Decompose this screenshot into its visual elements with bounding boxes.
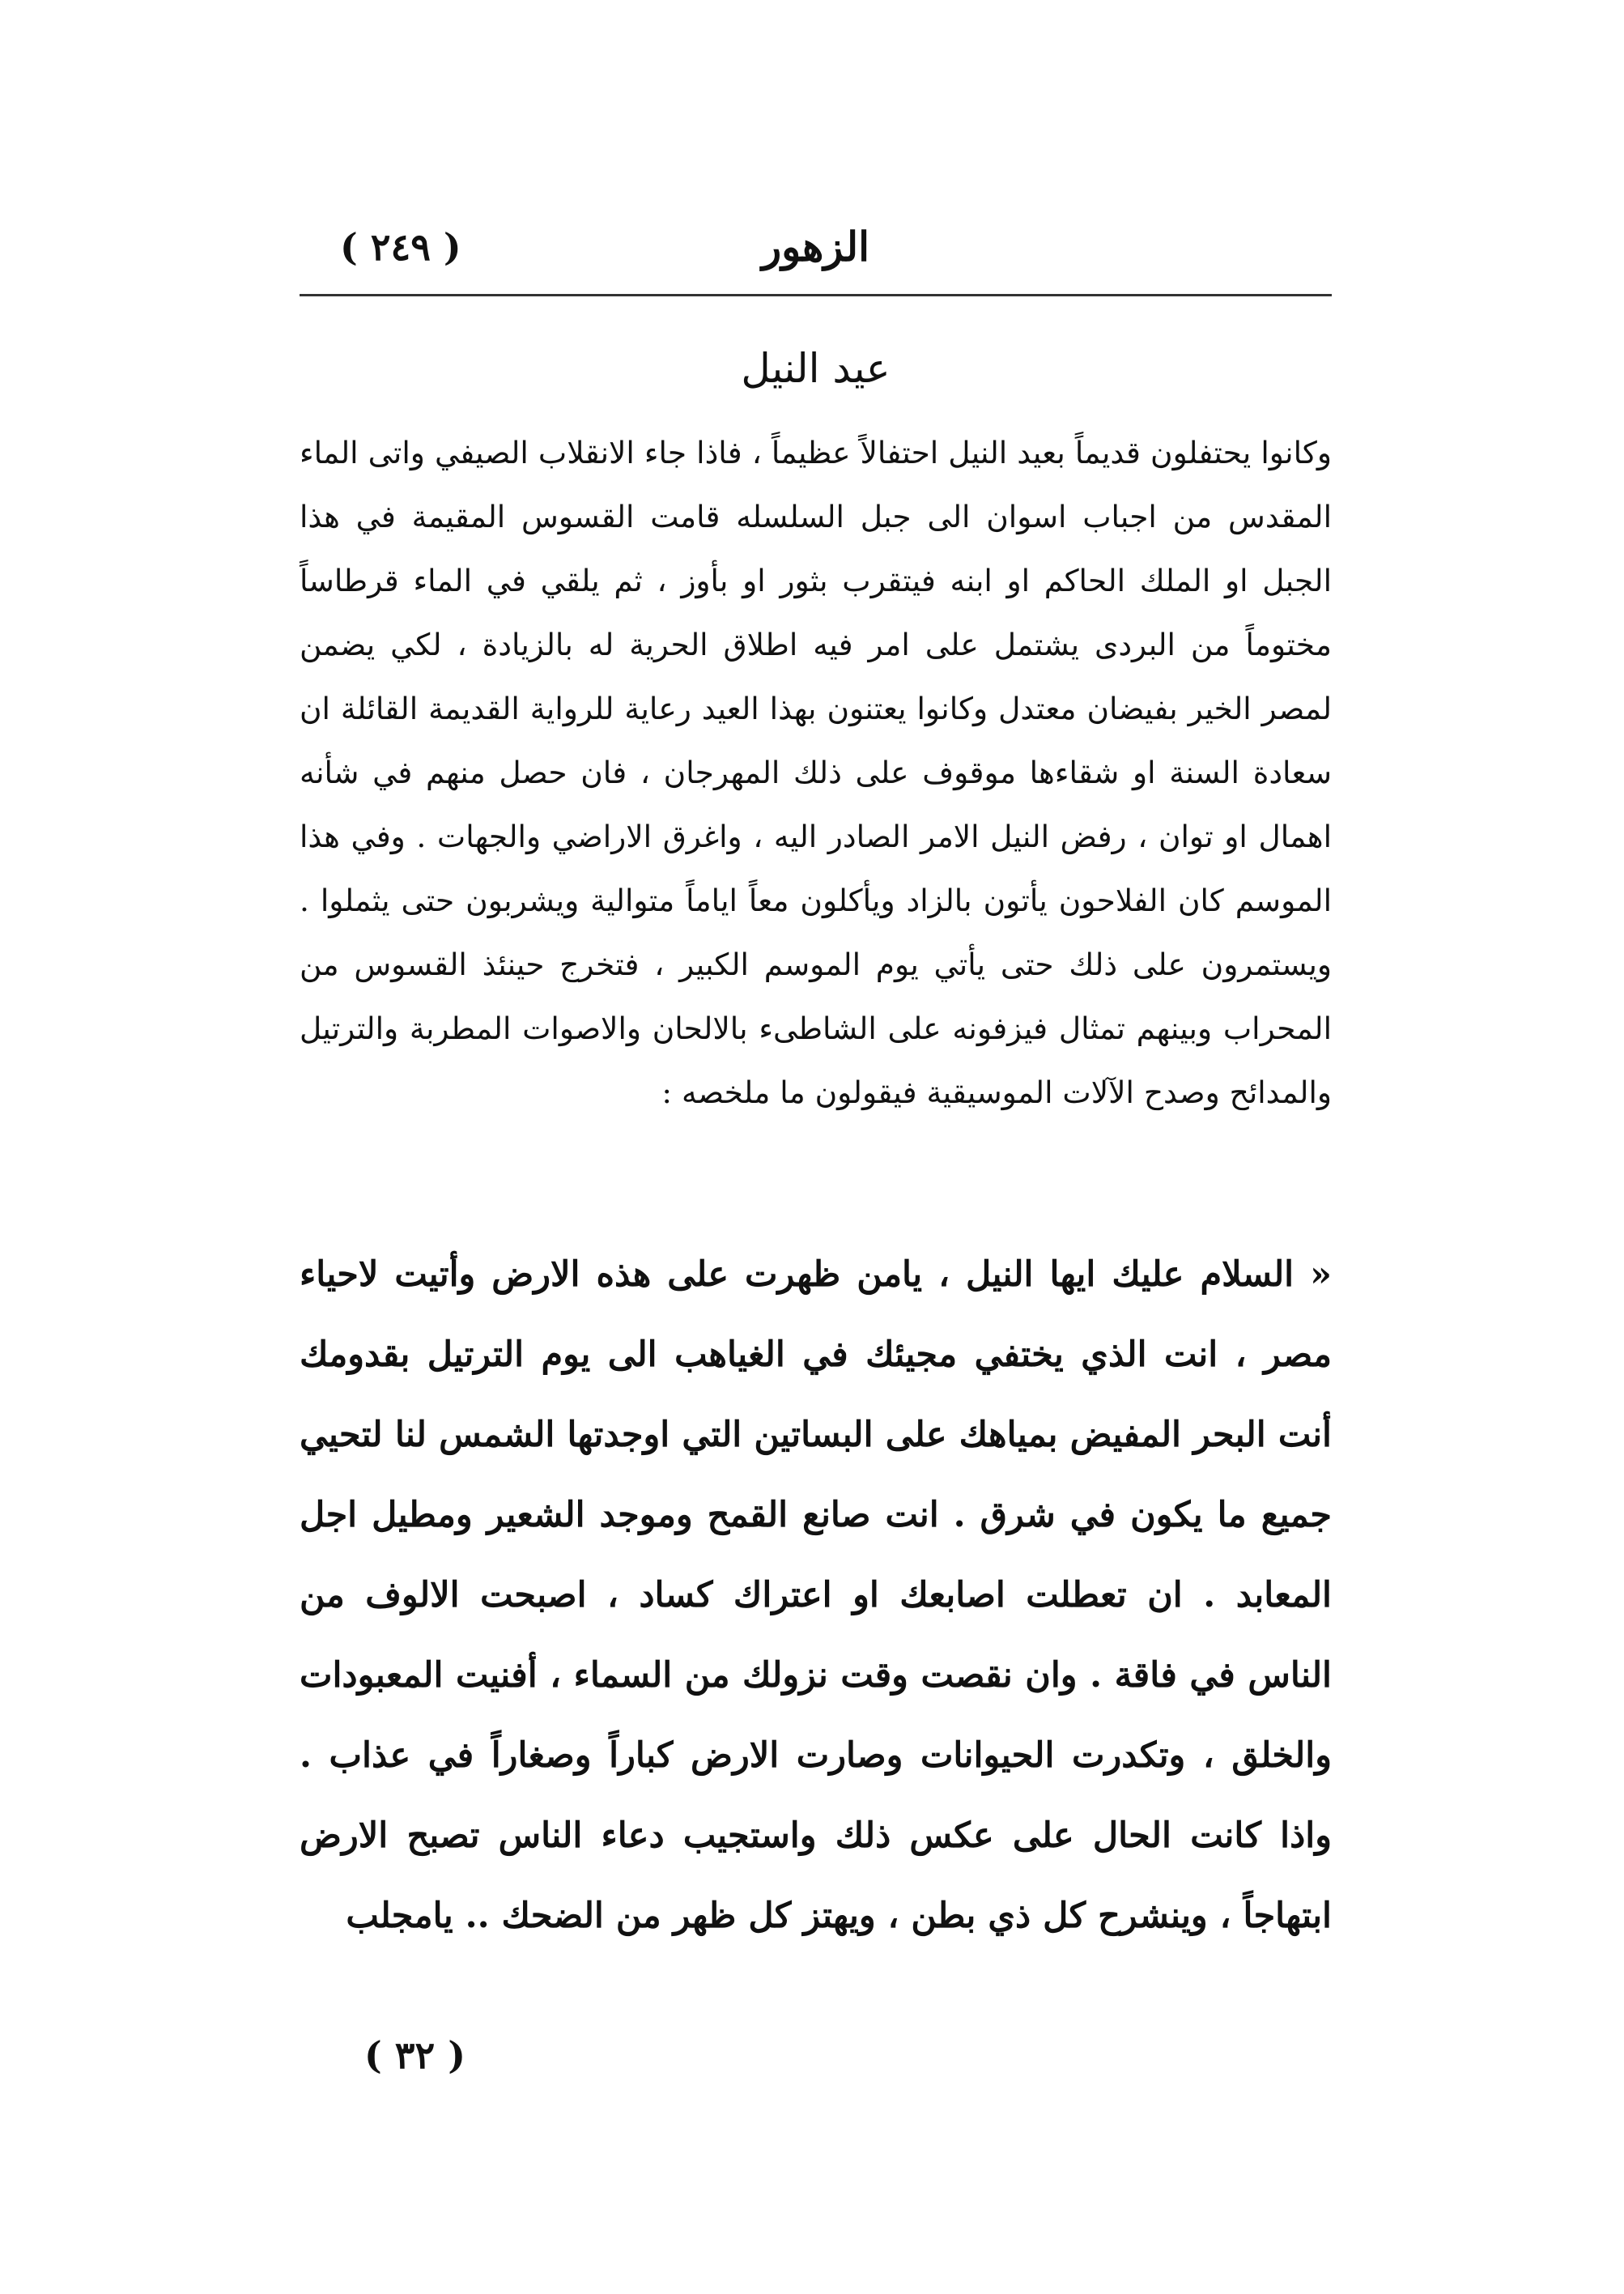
hymn-quote: « السلام عليك ايها النيل ، يامن ظهرت على هذه الارض وأتيت لاحياء مصر ، انت الذي يختفي مجيئك في الغياهب الى يوم الترتيل بقدومك أنت البحر المفيض بمياهك على البساتين التي اوجدتها الشمس لنا لتحيي جميع ما يكون في شرق . انت صانع القمح وموجد الشعير ومطيل اجل المعابد . ان تعطلت اصابعك او اعتراك كساد ، اصبحت الالوف من الناس في فاقة . وان نقصت وقت نزولك من السماء ، أفنيت المعبودات والخلق ، وتكدرت الحيوانات وصارت الارض كباراً وصغاراً في عذاب . واذا كانت الحال على عكس ذلك واستجيب دعاء الناس تصبح الارض ابتهاجاً ، وينشرح كل ذي بطن ، ويهتز كل ظهر من الضحك .. يامجلب: [300, 1254, 1332, 1936]
page-number: ( ٢٤٩ ): [340, 225, 461, 269]
printer-signature-mark: ( ٣٢ ): [364, 2033, 466, 2077]
journal-title: الزهور: [761, 223, 870, 270]
article-title: عيد النيل: [741, 345, 891, 392]
page-header: [300, 211, 1332, 283]
article-paragraph: وكانوا يحتفلون قديماً بعيد النيل احتفالاً عظيماً ، فاذا جاء الانقلاب الصيفي واتى الماء المقدس من اجباب اسوان الى جبل السلسله قامت القسوس المقيمة في هذا الجبل او الملك الحاكم او ابنه فيتقرب بثور او بأوز ، ثم يلقي في الماء قرطاساً مختوماً من البردى يشتمل على امر فيه اطلاق الحرية له بالزيادة ، لكي يضمن لمصر الخير بفيضان معتدل وكانوا يعتنون بهذا العيد رعاية للرواية القديمة القائلة ان سعادة السنة او شقاءها موقوف على ذلك المهرجان ، فان حصل منهم في شأنه اهمال او توان ، رفض النيل الامر الصادر اليه ، واغرق الاراضي والجهات . وفي هذا الموسم كان الفلاحون يأتون بالزاد ويأكلون معاً اياماً متوالية ويشربون حتى يثملوا . ويستمرون على ذلك حتى يأتي يوم الموسم الكبير ، فتخرج حينئذ القسوس من المحراب وبينهم تمثال فيزفونه على الشاطىء بالالحان والاصوات المطربة والترتيل والمدائح وصدح الآلات الموسيقية فيقولون ما ملخصه :: [300, 435, 1332, 1110]
document-page: [300, 186, 1332, 2130]
header-divider: [300, 294, 1332, 296]
